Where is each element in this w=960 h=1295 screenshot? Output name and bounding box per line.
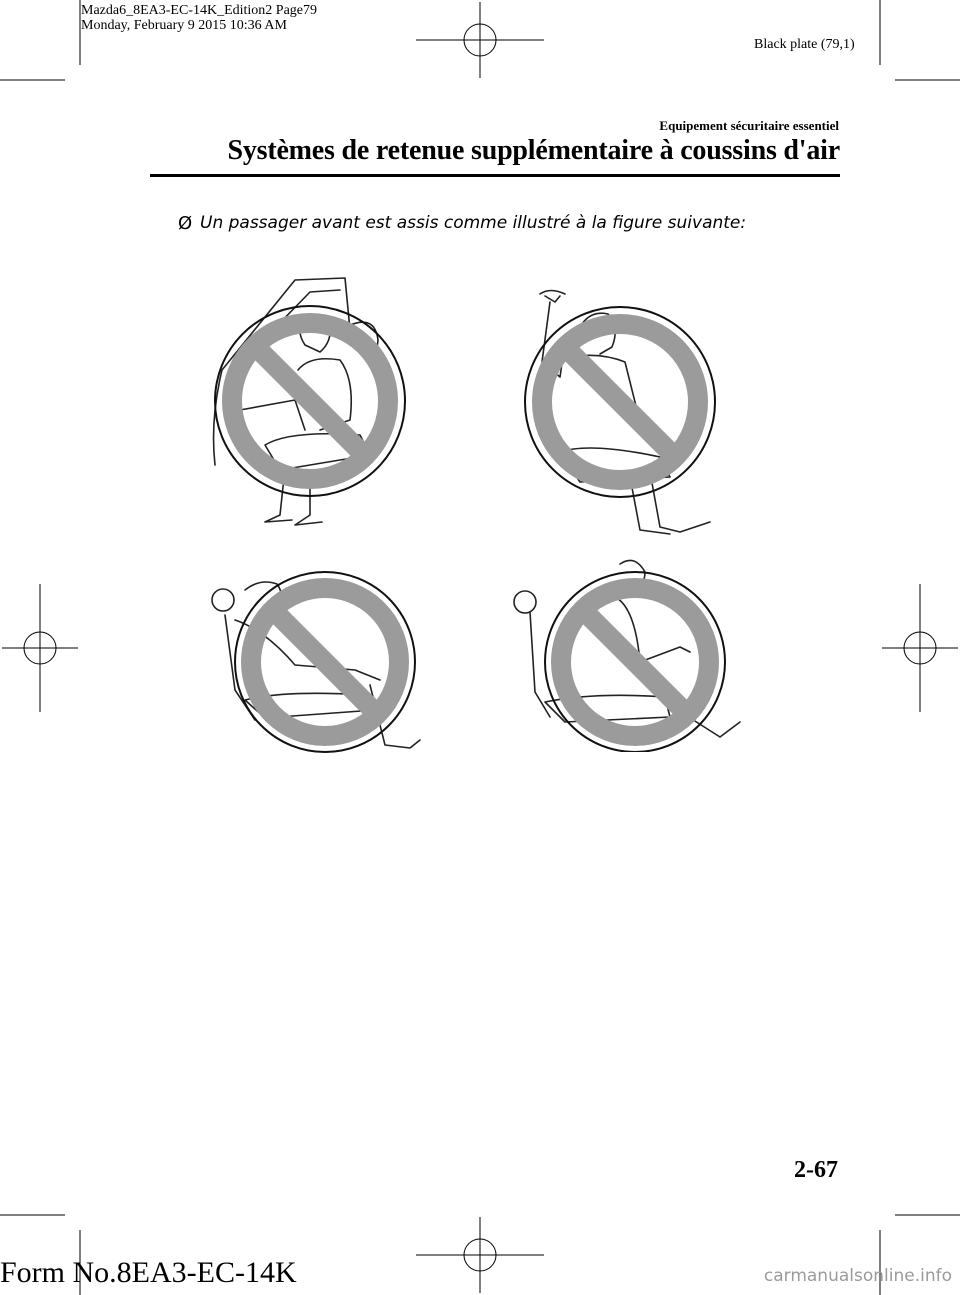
bullet-arrow-icon: Ø [178, 213, 193, 234]
watermark: carmanualsonline.info [763, 1266, 952, 1286]
figure-caption: Un passager avant est assis comme illustré à la figure suivante: [200, 213, 747, 233]
print-timestamp: Monday, February 9 2015 10:36 AM [81, 18, 287, 33]
section-title: Systèmes de retenue supplémentaire à coussins d'air [227, 135, 840, 166]
form-number: Form No.8EA3-EC-14K [0, 1256, 297, 1289]
page-number: 2-67 [794, 1157, 838, 1183]
illustration-passenger-arm-raised [520, 282, 720, 544]
illustration-passenger-leaning-toward-door [205, 570, 425, 760]
header-rule [150, 174, 840, 177]
plate-label: Black plate (79,1) [754, 37, 855, 52]
illustration-passenger-leaning-forward [210, 270, 410, 532]
section-eyebrow: Equipement sécuritaire essentiel [659, 118, 839, 133]
print-file-name: Mazda6_8EA3-EC-14K_Edition2 Page79 [81, 3, 318, 18]
illustration-passenger-seat-reclined [505, 552, 750, 752]
